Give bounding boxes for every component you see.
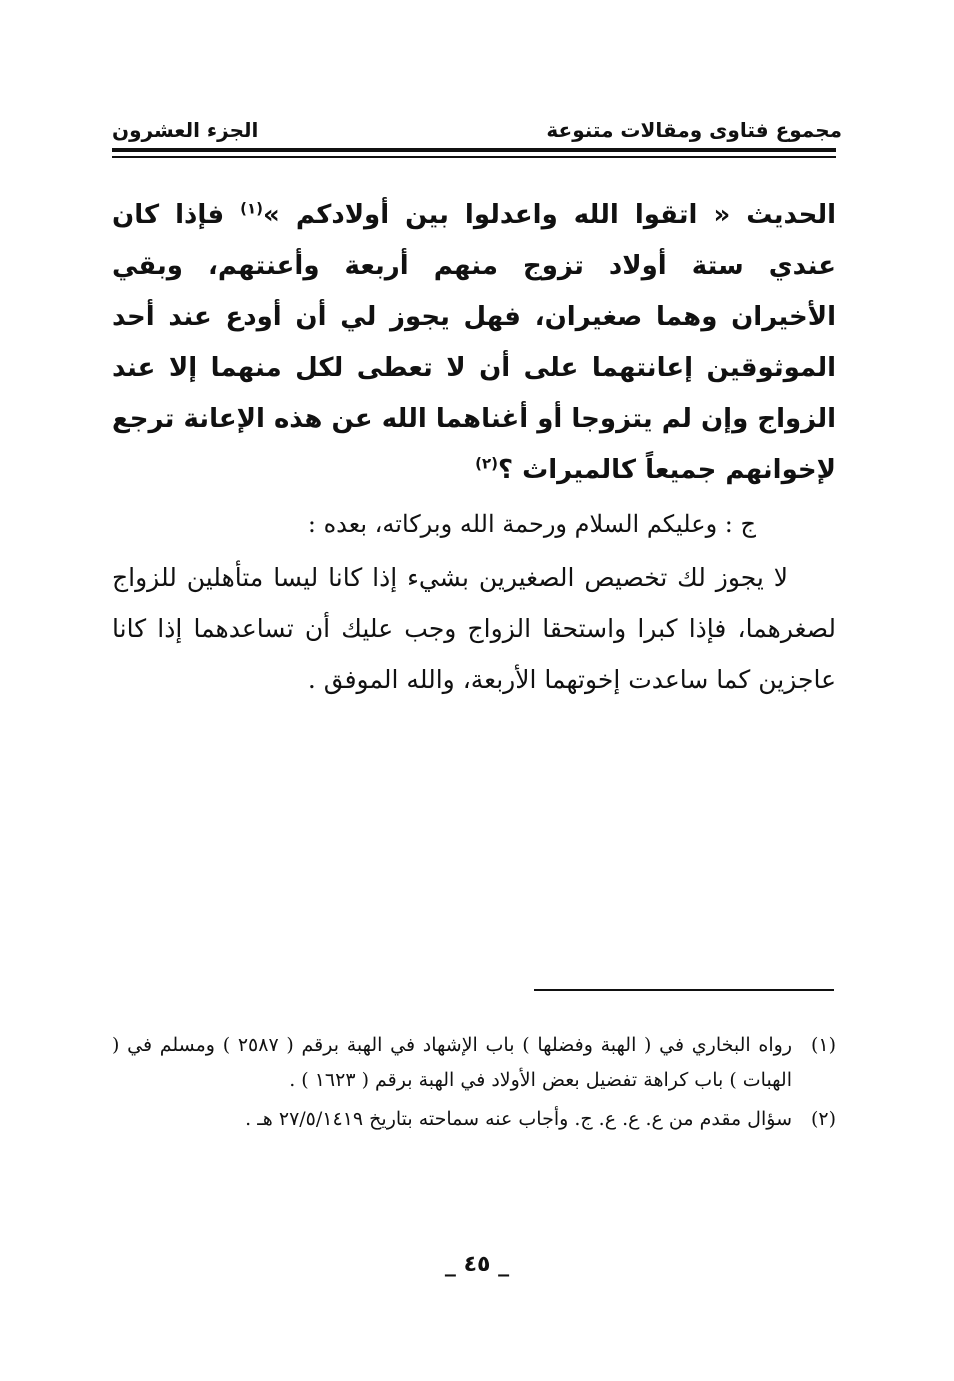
- header-rule-thick: [112, 148, 836, 152]
- running-header: [112, 102, 842, 142]
- header-rule-thin: [112, 156, 836, 158]
- footnotes: [112, 1028, 836, 1141]
- page-number: _ ٤٥ _: [444, 1252, 510, 1277]
- footnote-ref-1: (١): [240, 199, 264, 218]
- main-text: [112, 190, 836, 705]
- footnote-number: (١): [810, 1034, 836, 1056]
- footnote-number: (٢): [810, 1108, 836, 1130]
- footnote-1: [112, 1028, 836, 1098]
- volume-title: الجزء العشرون: [112, 118, 259, 142]
- footnote-text: سؤال مقدم من ع. ع. ع. ج. وأجاب عنه سماحته بتاريخ ٢٧/٥/١٤١٩ هـ .: [245, 1108, 792, 1130]
- footnote-separator: [534, 989, 834, 991]
- footnote-ref-2: (٢): [475, 454, 498, 473]
- answer-paragraph: لا يجوز لك تخصيص الصغيرين بشيء إذا كانا ليسا متأهلين للزواج لصغرهما، فإذا كبرا واستحقا الزواج وجب عليك أن تساعدهما إذا كانا عاجزين كما ساعدت إخوتهما الأربعة، والله الموفق .: [112, 563, 836, 694]
- question-text-part-1: الحديث « اتقوا الله واعدلوا بين أولادكم »: [263, 200, 836, 230]
- question-text-part-2: فإذا كان عندي ستة أولاد تزوج منهم أربعة وأعنتهم، وبقي الأخيران وهما صغيران، فهل يجوز لي أن أودع عند أحد الموثوقين إعانتهما على أن لا تعطى لكل منهما إلا عند الزواج وإن لم يتزوجا أو أغناهما الله عن هذه الإعانة ترجع لإخوانهم جميعاً كالميراث ؟: [112, 200, 836, 485]
- footnote-text: رواه البخاري في ( الهبة وفضلها ) باب الإشهاد في الهبة برقم ( ٢٥٨٧ ) ومسلم في ( الهبات ) باب كراهة تفضيل بعض الأولاد في الهبة برقم ( ١٦٢٣ ) .: [112, 1034, 792, 1091]
- footnote-2: [112, 1102, 836, 1137]
- book-title: مجموع فتاوى ومقالات متنوعة: [546, 118, 842, 142]
- answer-intro: ج : وعليكم السلام ورحمة الله وبركاته، بعده :: [307, 510, 756, 538]
- question-paragraph: [112, 190, 836, 496]
